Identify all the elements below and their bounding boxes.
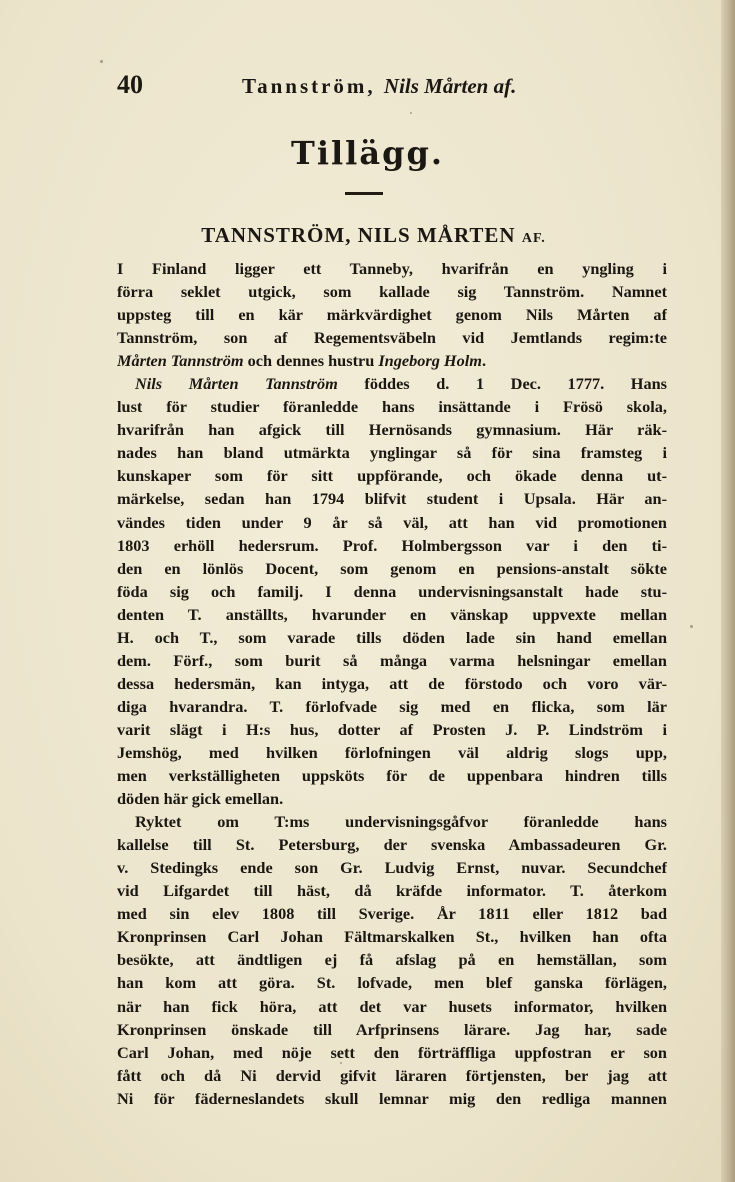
body-text — [117, 257, 667, 1110]
text-line: kallelse till St. Petersburg, der svenska Ambassadeuren Gr. — [117, 835, 667, 855]
text-line: döden här gick emellan. — [117, 789, 284, 809]
text-line: besökte, att ändtligen ej få afslag på en hemställan, som — [117, 950, 667, 970]
text-line: märkelse, sedan han 1794 blifvit student i Upsala. Här an- — [117, 489, 667, 509]
text-line: lust för studier föranledde hans insättande i Frösö skola, — [117, 397, 667, 417]
text-line: nades han bland utmärkta ynglingar så för sina framsteg i — [117, 443, 667, 463]
text-line: dessa hedersmän, kan intyga, att de förstodo och voro vär- — [117, 673, 667, 693]
page-header — [0, 66, 735, 106]
text-line: diga hvarandra. T. förlofvade sig med en flicka, som lär — [117, 696, 667, 716]
entry-heading — [0, 223, 735, 248]
text-line: Carl Johan, med nöje sett den förträffliga uppfostran er son — [117, 1042, 667, 1062]
text-line: v. Stedingks ende son Gr. Ludvig Ernst, nuvar. Secundchef — [117, 858, 667, 878]
text-line: varit slägt i H:s hus, dotter af Prosten J. P. Lindström i — [117, 719, 667, 739]
text-line: H. och T., som varade tills döden lade sin hand emellan — [117, 627, 667, 647]
text-line: föda sig och familj. I denna undervisningsanstalt hade stu- — [117, 581, 667, 601]
text-line: när han fick höra, att det var husets informator, hvilken — [117, 996, 667, 1016]
page-number: 40 — [117, 70, 143, 99]
paper-speck — [410, 112, 412, 114]
entry-heading-suffix: AF. — [521, 231, 546, 246]
text-line: uppsteg till en kär märkvärdighet genom Nils Mårten af — [117, 305, 667, 325]
text-line: vändes tiden under 9 år så väl, att han vid promotionen — [117, 512, 667, 532]
section-title: Tillägg. — [291, 134, 444, 172]
text-line: kunskaper som för sitt uppförande, och ökade denna ut- — [117, 466, 667, 486]
text-line: Ryktet om T:ms undervisningsgåfvor föranledde hans — [135, 812, 667, 832]
text-line: 1803 erhöll hedersrum. Prof. Holmbergsson var i den ti- — [117, 535, 667, 555]
running-head-surname: Tannström, — [242, 74, 376, 98]
paper-speck — [690, 625, 693, 628]
running-head-given-names: Nils Mårten af. — [383, 74, 517, 98]
page-edge — [721, 0, 735, 1182]
text-line: han kom att göra. St. lofvade, men blef ganska förlägen, — [117, 973, 667, 993]
text-line: denten T. anställts, hvarunder en vänskap uppvexte mellan — [117, 604, 667, 624]
text-line: vid Lifgardet till häst, då kräfde informator. T. återkom — [117, 881, 667, 901]
text-line: Ni för fäderneslandets skull lemnar mig den redliga mannen — [117, 1088, 667, 1108]
text-line: I Finland ligger ett Tanneby, hvarifrån en yngling i — [117, 259, 667, 278]
text-line: Tannström, son af Regementsväbeln vid Jemtlands regim:te — [117, 328, 667, 348]
text-line: med sin elev 1808 till Sverige. År 1811 eller 1812 bad — [117, 904, 667, 924]
text-line: Mårten Tannström och dennes hustru Ingeborg Holm. — [117, 351, 487, 371]
text-line: dem. Förf., som burit så många varma helsningar emellan — [117, 650, 667, 670]
text-line: Kronprinsen önskade till Arfprinsens lärare. Jag har, sade — [117, 1019, 667, 1039]
text-line: Jemshög, med hvilken förlofningen väl aldrig slogs upp, — [117, 742, 667, 762]
text-line: den en lönlös Docent, som genom en pensions-anstalt sökte — [117, 558, 667, 578]
text-line: men verkställigheten uppsköts för de uppenbara hindren tills — [117, 766, 667, 786]
entry-heading-name: TANNSTRÖM, NILS MÅRTEN — [201, 223, 516, 247]
text-line: förra seklet utgick, som kallade sig Tannström. Namnet — [117, 282, 667, 302]
text-line: Nils Mårten Tannström föddes d. 1 Dec. 1777. Hans — [135, 374, 667, 394]
text-line: fått och då Ni dervid gifvit läraren förtjensten, ber jag att — [117, 1065, 667, 1085]
paper-speck — [100, 60, 103, 63]
paper-speck — [340, 1062, 342, 1064]
title-rule — [345, 192, 383, 195]
text-line: Kronprinsen Carl Johan Fältmarskalken St., hvilken han ofta — [117, 927, 667, 947]
text-line: hvarifrån han afgick till Hernösands gymnasium. Här räk- — [117, 420, 667, 440]
running-head — [242, 74, 516, 99]
